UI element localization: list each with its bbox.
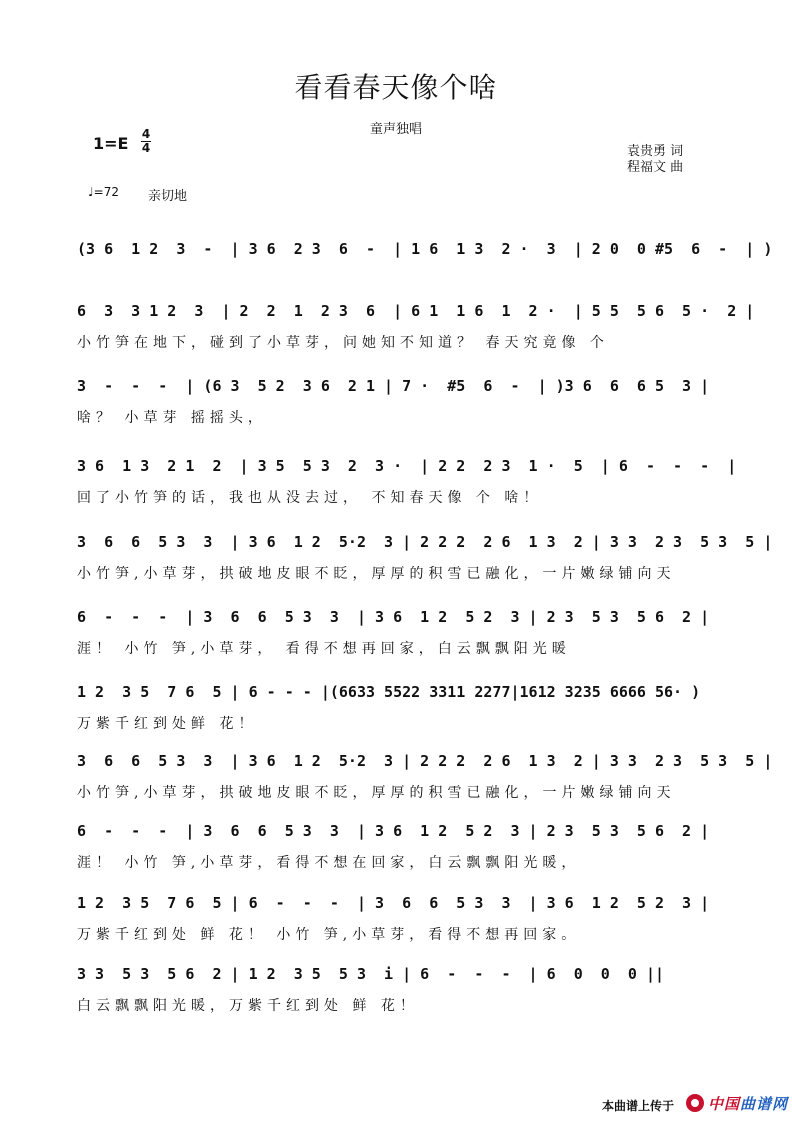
expression-marking: 亲切地: [148, 189, 188, 204]
score-line-6: [77, 604, 727, 684]
logo-text-a: 中国: [708, 1095, 741, 1113]
upload-note: 本曲谱上传于: [602, 1099, 675, 1113]
lyrics-row: 涯！ 小竹 笋,小草芽， 看得不想再回家，白云飘飘阳光暖: [77, 641, 571, 657]
time-signature: [140, 128, 152, 155]
notes-row: 6 - - - | 3 6 6 5 3 3 | 3 6 1 2 5 2 3 | 2 3 5 3 5 6 2 |: [77, 608, 710, 626]
notes-row: 1 2 3 5 7 6 5 | 6 - - - |(6633 5522 3311 2277|1612 3235 6666 56· ): [77, 683, 701, 701]
composer: 程福文 曲: [627, 160, 684, 175]
score-line-8: [77, 748, 773, 828]
lyricist: 袁贵勇 词: [627, 144, 684, 159]
logo-text-b: 曲谱网: [740, 1095, 789, 1113]
lyrics-row: 回了小竹笋的话，我也从没去过， 不知春天像 个 啥！: [77, 490, 543, 506]
lyrics-row: 小竹笋,小草芽，拱破地皮眼不眨，厚厚的积雪已融化，一片嫩绿铺向天: [77, 566, 676, 582]
score-line-5: [77, 529, 773, 609]
site-logo: [686, 1092, 789, 1114]
notes-row: 3 3 5 3 5 6 2 | 1 2 3 5 5 3 i | 6 - - - | 6 0 0 0 ||: [77, 965, 664, 983]
logo-mark-icon: [686, 1094, 704, 1112]
notes-row: 6 3 3 1 2 3 | 2 2 1 2 3 6 | 6 1 1 6 1 2 · | 5 5 5 6 5 · 2 |: [77, 302, 755, 320]
notes-row: 3 6 6 5 3 3 | 3 6 1 2 5·2 3 | 2 2 2 2 6 1 3 2 | 3 3 2 3 5 3 5 |: [77, 533, 773, 551]
notes-row: 6 - - - | 3 6 6 5 3 3 | 3 6 1 2 5 2 3 | 2 3 5 3 5 6 2 |: [77, 822, 710, 840]
song-title: 看看春天像个啥: [294, 71, 498, 104]
score-line-11: [77, 961, 727, 1041]
score-line-10: [77, 890, 727, 970]
score-line-7: [77, 679, 727, 759]
score-line-4: [77, 453, 737, 533]
notes-row: 3 6 6 5 3 3 | 3 6 1 2 5·2 3 | 2 2 2 2 6 1 3 2 | 3 3 2 3 5 3 5 |: [77, 752, 773, 770]
tempo-marking: ♩=72: [88, 185, 119, 199]
notes-row: 3 6 1 3 2 1 2 | 3 5 5 3 2 3 · | 2 2 2 3 1 · 5 | 6 - - - |: [77, 457, 737, 475]
lyrics-row: 白云飘飘阳光暖，万紫千红到处 鲜 花！: [77, 998, 419, 1014]
notes-row: (3 6 1 2 3 - | 3 6 2 3 6 - | 1 6 1 3 2 · 3 | 2 0 0 #5 6 - | ): [77, 240, 773, 258]
lyrics-row: 万紫千红到处 鲜 花！ 小竹 笋,小草芽，看得不想再回家。: [77, 927, 581, 943]
notes-row: 3 - - - | (6 3 5 2 3 6 2 1 | 7 · #5 6 - | )3 6 6 6 5 3 |: [77, 377, 710, 395]
lyrics-row: 涯！ 小竹 笋,小草芽，看得不想在回家，白云飘飘阳光暖，: [77, 855, 581, 871]
score-line-2: [77, 298, 755, 378]
score-line-9: [77, 818, 727, 898]
notes-row: 1 2 3 5 7 6 5 | 6 - - - | 3 6 6 5 3 3 | 3 6 1 2 5 2 3 |: [77, 894, 710, 912]
lyrics-row: 啥？ 小草芽 摇摇头，: [77, 410, 267, 426]
lyrics-row: 小竹笋在地下，碰到了小草芽，问她知不知道？ 春天究竟像 个: [77, 335, 609, 351]
time-signature-bottom: 4: [141, 141, 151, 155]
logo-text: [708, 1093, 788, 1114]
score-line-3: [77, 373, 727, 453]
time-signature-top: 4: [141, 127, 151, 141]
lyrics-row: 万紫千红到处鲜 花！: [77, 716, 258, 732]
song-subtitle: 童声独唱: [369, 122, 422, 137]
lyrics-row: 小竹笋,小草芽，拱破地皮眼不眨，厚厚的积雪已融化，一片嫩绿铺向天: [77, 785, 676, 801]
key-signature: 1=E: [93, 134, 129, 153]
